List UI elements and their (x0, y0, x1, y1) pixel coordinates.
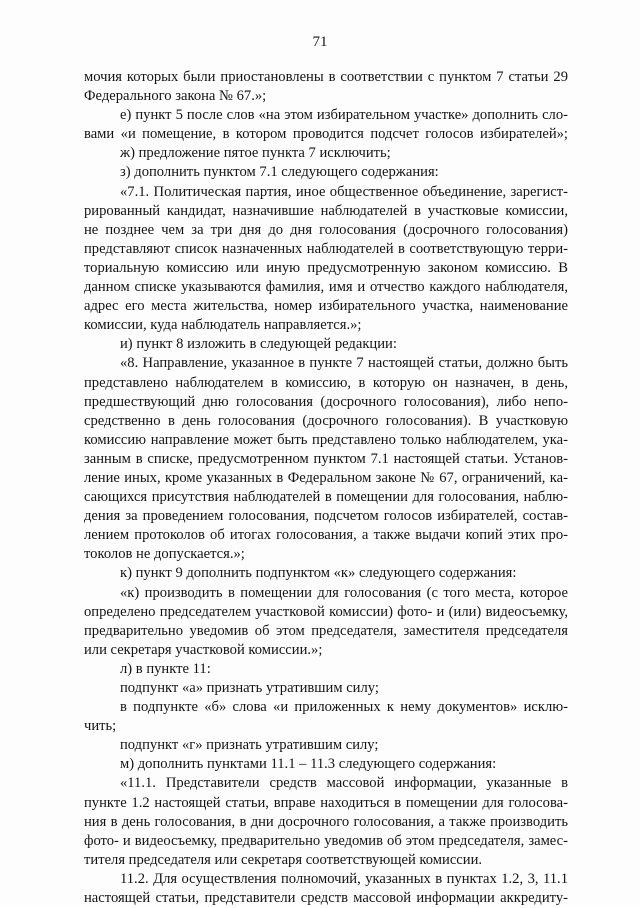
text-line: определено председателем участковой комиссии) фото- и (или) видеосъемку, (84, 603, 568, 620)
text-line: ление иных, кроме указанных в Федеральном законе № 67, ограничений, ка- (84, 469, 568, 486)
text-line: вами «и помещение, в котором проводится подсчет голосов избирателей»; (84, 126, 568, 143)
text-line: «7.1. Политическая партия, иное общественное объединение, зарегист- (120, 183, 568, 200)
text-line: адрес его места жительства, номер избирательного участка, наименование (84, 298, 568, 315)
text-line: лением протоколов об итогах голосования, а также выдачи копий этих про- (84, 527, 568, 544)
text-line: ториальную комиссию или иную предусмотренную законом комиссию. В (84, 259, 568, 276)
text-line: данном списке указываются фамилия, имя и отчество каждого наблюдателя, (84, 279, 568, 296)
text-line: занным в списке, предусмотренном пунктом 7.1 настоящей статьи. Установ- (84, 450, 568, 467)
text-line: к) пункт 9 дополнить подпунктом «к» следующего содержания: (120, 565, 517, 582)
text-line: мочия которых были приостановлены в соответствии с пунктом 7 статьи 29 (84, 69, 568, 85)
text-line: тителя председателя или секретаря соответствующей комиссии. (84, 851, 483, 868)
text-line: комиссию направление может быть представлено только наблюдателем, ука- (84, 431, 568, 448)
text-line: 11.2. Для осуществления полномочий, указанных в пунктах 1.2, 3, 11.1 (120, 870, 568, 887)
text-line: и) пункт 8 изложить в следующей редакции: (120, 336, 397, 353)
text-line: представляют список назначенных наблюдателей в соответствующую терри- (84, 240, 568, 257)
text-line: з) дополнить пунктом 7.1 следующего содержания: (120, 164, 439, 181)
text-line: м) дополнить пунктами 11.1 – 11.3 следующего содержания: (120, 756, 497, 773)
document-body (84, 68, 568, 908)
text-line: подпункт «а» признать утратившим силу; (120, 680, 379, 696)
text-line: настоящей статьи, представители средств массовой информации аккредиту- (84, 890, 568, 907)
text-line: «11.1. Представители средств массовой информации, указанные в (120, 775, 568, 792)
text-line: пункте 1.2 настоящей статьи, вправе находиться в помещении для голосова- (84, 794, 568, 811)
text-line: л) в пункте 11: (120, 660, 211, 677)
text-line: е) пункт 5 после слов «на этом избирательном участке» дополнить сло- (120, 107, 568, 124)
text-line: сающихся присутствия наблюдателей в помещении для голосования, наблю- (84, 489, 568, 506)
text-line: чить; (84, 718, 117, 735)
text-line: комиссии, куда наблюдатель направляется.»; (84, 317, 362, 334)
text-line: дения за проведением голосования, подсчетом голосов избирателей, состав- (84, 508, 568, 525)
text-line: «8. Направление, указанное в пункте 7 настоящей статьи, должно быть (120, 355, 568, 372)
text-line: или секретаря участковой комиссии.»; (84, 641, 323, 658)
text-line: не позднее чем за три дня до дня голосования (досрочного голосования) (84, 221, 568, 238)
text-line: рированный кандидат, назначившие наблюдателей в участковые комиссии, (84, 202, 568, 219)
text-line: токолов не допускается.»; (84, 546, 245, 563)
text-line: Федерального закона № 67.»; (84, 88, 267, 105)
text-line: представлено наблюдателем в комиссию, в которую он назначен, в день, (84, 374, 568, 391)
text-line: в подпункте «б» слова «и приложенных к нему документов» исклю- (120, 699, 568, 716)
page-number: 71 (312, 34, 328, 50)
text-line: предварительно уведомив об этом председателя, заместителя председателя (84, 622, 568, 639)
text-line: средственно в день голосования (досрочного голосования). В участковую (84, 412, 568, 429)
text-line: «к) производить в помещении для голосования (с того места, которое (120, 584, 568, 601)
text-line: ния в день голосования, в дни досрочного голосования, а также производить (84, 813, 568, 830)
text-line: фото- и видеосъемку, предварительно уведомив об этом председателя, замес- (84, 832, 568, 849)
text-line: предшествующий дню голосования (досрочного голосования), либо непо- (84, 393, 568, 410)
text-line: подпункт «г» признать утратившим силу; (120, 737, 379, 754)
text-line: ж) предложение пятое пункта 7 исключить; (120, 145, 391, 162)
